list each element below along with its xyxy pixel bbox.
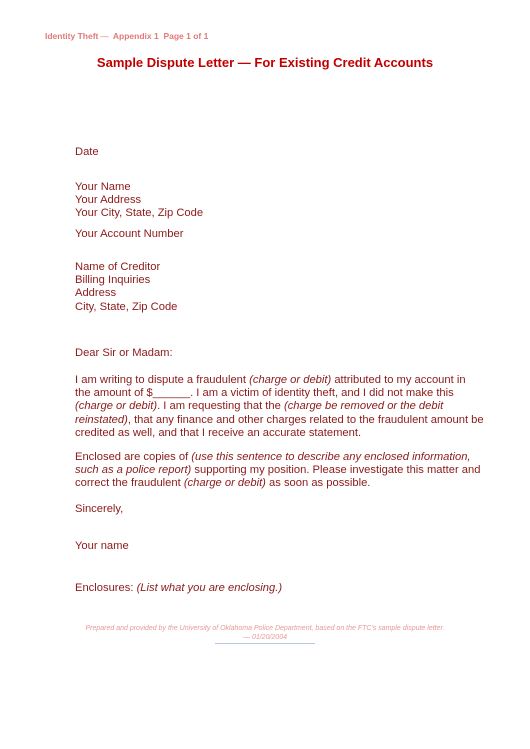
account-block	[75, 228, 495, 241]
enclosures-text	[75, 582, 495, 595]
sender-address: Your Address	[75, 194, 142, 207]
enclosures-line	[75, 582, 495, 595]
sender-city: Your City, State, Zip Code	[75, 207, 204, 220]
salutation	[75, 347, 495, 360]
footer-rule	[215, 643, 315, 644]
creditor-block	[75, 261, 495, 314]
paragraph-line	[75, 427, 495, 440]
account-number: Your Account Number	[75, 228, 184, 240]
placeholder-text: such as a police report)	[75, 464, 192, 477]
salutation-text: Dear Sir or Madam:	[75, 347, 173, 359]
footer-date: — 01/20/2004	[243, 634, 287, 641]
placeholder-text: (charge or debit)	[249, 374, 332, 386]
text-run: , that any finance and other charges related to the fraudulent amount be	[127, 413, 484, 426]
placeholder-text: (use this sentence to describe any enclosed information,	[191, 451, 471, 463]
header-page-number: Page 1 of 1	[163, 31, 209, 41]
paragraph-line	[75, 477, 495, 490]
header-doc-name: Identity Theft	[45, 31, 99, 41]
letter-title: Sample Dispute Letter — For Existing Credit Accounts	[96, 55, 434, 70]
paragraph-line	[75, 451, 495, 464]
text-run: . I am requesting that the	[157, 400, 284, 413]
sender-block	[75, 181, 495, 221]
creditor-name: Name of Creditor	[75, 261, 161, 273]
date-line	[75, 146, 495, 159]
paragraph-line	[75, 400, 495, 413]
text-run: supporting my position. Please investigate this matter and	[191, 464, 481, 477]
placeholder-text: reinstated)	[75, 413, 128, 426]
running-header	[45, 31, 208, 41]
sender-name: Your Name	[75, 181, 131, 193]
placeholder-text: (charge or debit)	[183, 477, 266, 490]
paragraph-enclosed	[75, 451, 495, 491]
signature-name: Your name	[75, 540, 129, 552]
text-run: Enclosed are copies of	[75, 451, 192, 463]
creditor-department: Billing Inquiries	[75, 274, 151, 287]
header-appendix: Appendix 1	[112, 31, 159, 41]
paragraph-line	[75, 387, 495, 400]
text-run: the amount of $______. I am a victim of identity theft, and I did not make this	[75, 387, 454, 400]
enclosures-label: Enclosures:	[75, 582, 137, 594]
header-separator: —	[100, 31, 109, 41]
date-text: Date	[75, 146, 99, 158]
footer-credit: Prepared and provided by the University of Oklahoma Police Department, based on the FTC's sample dispute letter.	[85, 625, 445, 632]
footer-note	[0, 624, 530, 644]
text-run: attributed to my account in	[331, 374, 466, 386]
paragraph-line	[75, 374, 495, 387]
text-run: credited as well, and that I receive an accurate statement.	[75, 426, 362, 439]
enclosures-hint: (List what you are enclosing.)	[136, 582, 283, 594]
text-run: I am writing to dispute a fraudulent	[75, 374, 250, 386]
paragraph-line	[75, 414, 495, 427]
paragraph-line	[75, 464, 495, 477]
closing	[75, 503, 495, 516]
closing-text: Sincerely,	[75, 503, 124, 515]
creditor-city: City, State, Zip Code	[75, 300, 178, 313]
text-run: as soon as possible.	[265, 477, 371, 490]
text-run: correct the fraudulent	[75, 477, 184, 490]
placeholder-text: (charge be removed or the debit	[283, 400, 444, 413]
placeholder-text: (charge or debit)	[75, 400, 158, 413]
creditor-address: Address	[75, 287, 117, 300]
signature-block	[75, 540, 495, 553]
paragraph-dispute	[75, 374, 495, 440]
